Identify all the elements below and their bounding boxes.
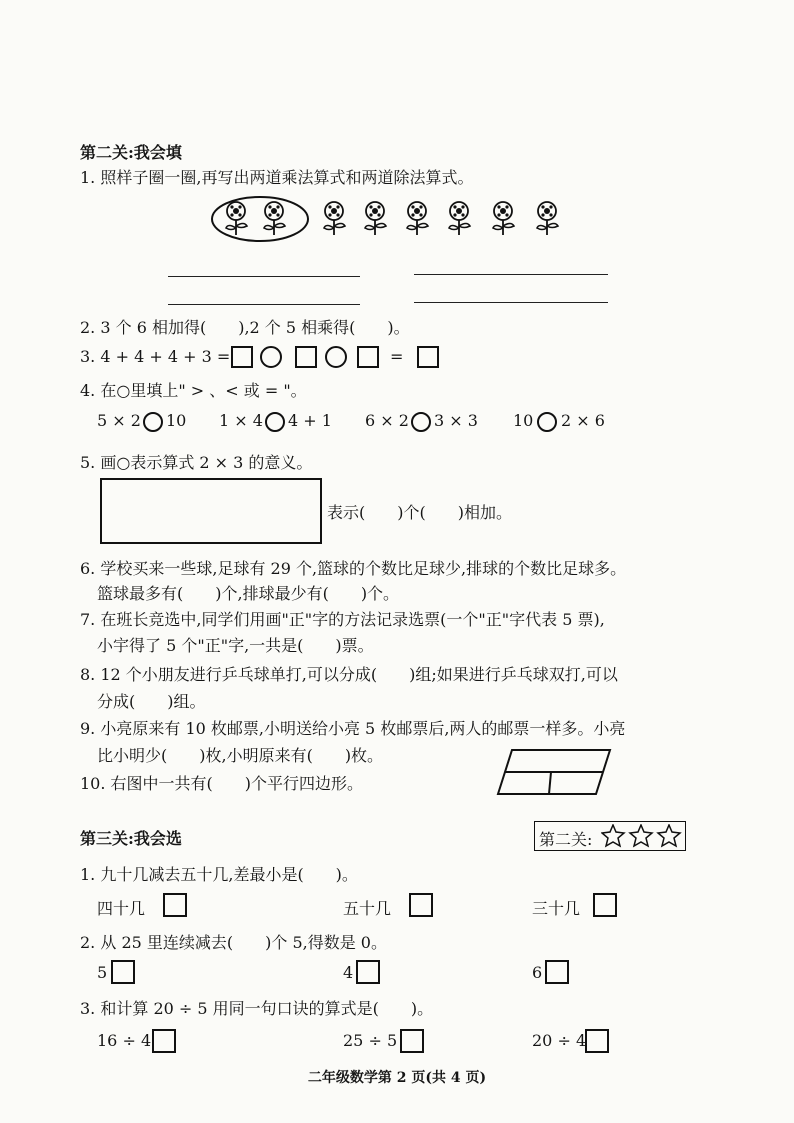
option-checkbox[interactable] [111,960,135,984]
answer-box[interactable] [295,346,317,368]
option-label: 6 [532,963,543,982]
compare-left: 5 × 2 [97,411,141,430]
compare-circle[interactable] [411,412,431,432]
option-label: 四十几 [97,899,146,918]
choice-question-2: 2. 从 25 里连续减去( )个 5,得数是 0。 [80,933,387,952]
option-checkbox[interactable] [409,893,433,917]
answer-line[interactable] [168,276,360,277]
answer-line[interactable] [168,304,360,305]
option-checkbox[interactable] [593,893,617,917]
option-label: 20 ÷ 4 [532,1031,587,1050]
compare-left: 1 × 4 [219,411,263,430]
answer-box[interactable] [357,346,379,368]
question-5-text: 5. 画○表示算式 2 × 3 的意义。 [80,453,313,472]
flower-icon [446,201,472,237]
compare-right: 4 + 1 [288,411,332,430]
answer-line[interactable] [414,302,608,303]
compare-left: 10 [513,411,534,430]
answer-box[interactable] [417,346,439,368]
question-10-text: 10. 右图中一共有( )个平行四边形。 [80,774,364,793]
section-title-fill: 第二关:我会填 [80,143,182,162]
question-3-text: 3. 4 + 4 + 4 + 3 = [80,347,231,366]
option-label: 16 ÷ 4 [97,1031,152,1050]
option-checkbox[interactable] [585,1029,609,1053]
compare-right: 10 [166,411,187,430]
option-label: 5 [97,963,108,982]
answer-box[interactable] [231,346,253,368]
compare-right: 3 × 3 [434,411,478,430]
question-2-text: 2. 3 个 6 相加得( ),2 个 5 相乘得( )。 [80,318,410,337]
question-6-line1: 6. 学校买来一些球,足球有 29 个,篮球的个数比足球少,排球的个数比足球多。 [80,559,627,578]
question-7-line1: 7. 在班长竞选中,同学们用画"正"字的方法记录选票(一个"正"字代表 5 票), [80,610,605,629]
option-label: 4 [343,963,354,982]
stars-icon [601,824,685,848]
answer-line[interactable] [414,274,608,275]
score-badge [534,821,686,851]
score-badge-label: 第二关: [539,830,593,849]
option-checkbox[interactable] [163,893,187,917]
option-checkbox[interactable] [545,960,569,984]
equals-sign: = [390,347,404,366]
question-5-tail: 表示( )个( )相加。 [327,503,512,522]
flower-icon [261,201,287,237]
flower-icon [362,201,388,237]
option-label: 五十几 [343,899,392,918]
operator-circle[interactable] [325,346,347,368]
question-9-line1: 9. 小亮原来有 10 枚邮票,小明送给小亮 5 枚邮票后,两人的邮票一样多。小亮 [80,719,626,738]
operator-circle[interactable] [260,346,282,368]
question-7-line2: 小宇得了 5 个"正"字,一共是( )票。 [97,636,374,655]
question-6-line2: 篮球最多有( )个,排球最少有( )个。 [97,584,400,603]
question-9-line2: 比小明少( )枚,小明原来有( )枚。 [97,746,384,765]
compare-circle[interactable] [265,412,285,432]
compare-left: 6 × 2 [365,411,409,430]
flower-icon [321,201,347,237]
option-checkbox[interactable] [152,1029,176,1053]
flower-icon [534,201,560,237]
page-footer: 二年级数学第 2 页(共 4 页) [307,1070,487,1086]
compare-right: 2 × 6 [561,411,605,430]
option-checkbox[interactable] [356,960,380,984]
question-1-text: 1. 照样子圈一圈,再写出两道乘法算式和两道除法算式。 [80,168,474,187]
choice-question-1: 1. 九十几减去五十几,差最小是( )。 [80,865,358,884]
drawing-box[interactable] [100,478,322,544]
option-label: 三十几 [532,899,581,918]
compare-circle[interactable] [143,412,163,432]
flower-icon [404,201,430,237]
compare-circle[interactable] [537,412,557,432]
question-8-line1: 8. 12 个小朋友进行乒乓球单打,可以分成( )组;如果进行乒乓球双打,可以 [80,665,618,684]
question-8-line2: 分成( )组。 [97,692,206,711]
question-4-text: 4. 在○里填上" > 、< 或 = "。 [80,381,307,400]
flower-icon [223,201,249,237]
choice-question-3: 3. 和计算 20 ÷ 5 用同一句口诀的算式是( )。 [80,999,434,1018]
option-checkbox[interactable] [400,1029,424,1053]
parallelogram-figure [496,746,614,798]
section-title-choose: 第三关:我会选 [80,829,182,848]
flower-icon [490,201,516,237]
option-label: 25 ÷ 5 [343,1031,398,1050]
